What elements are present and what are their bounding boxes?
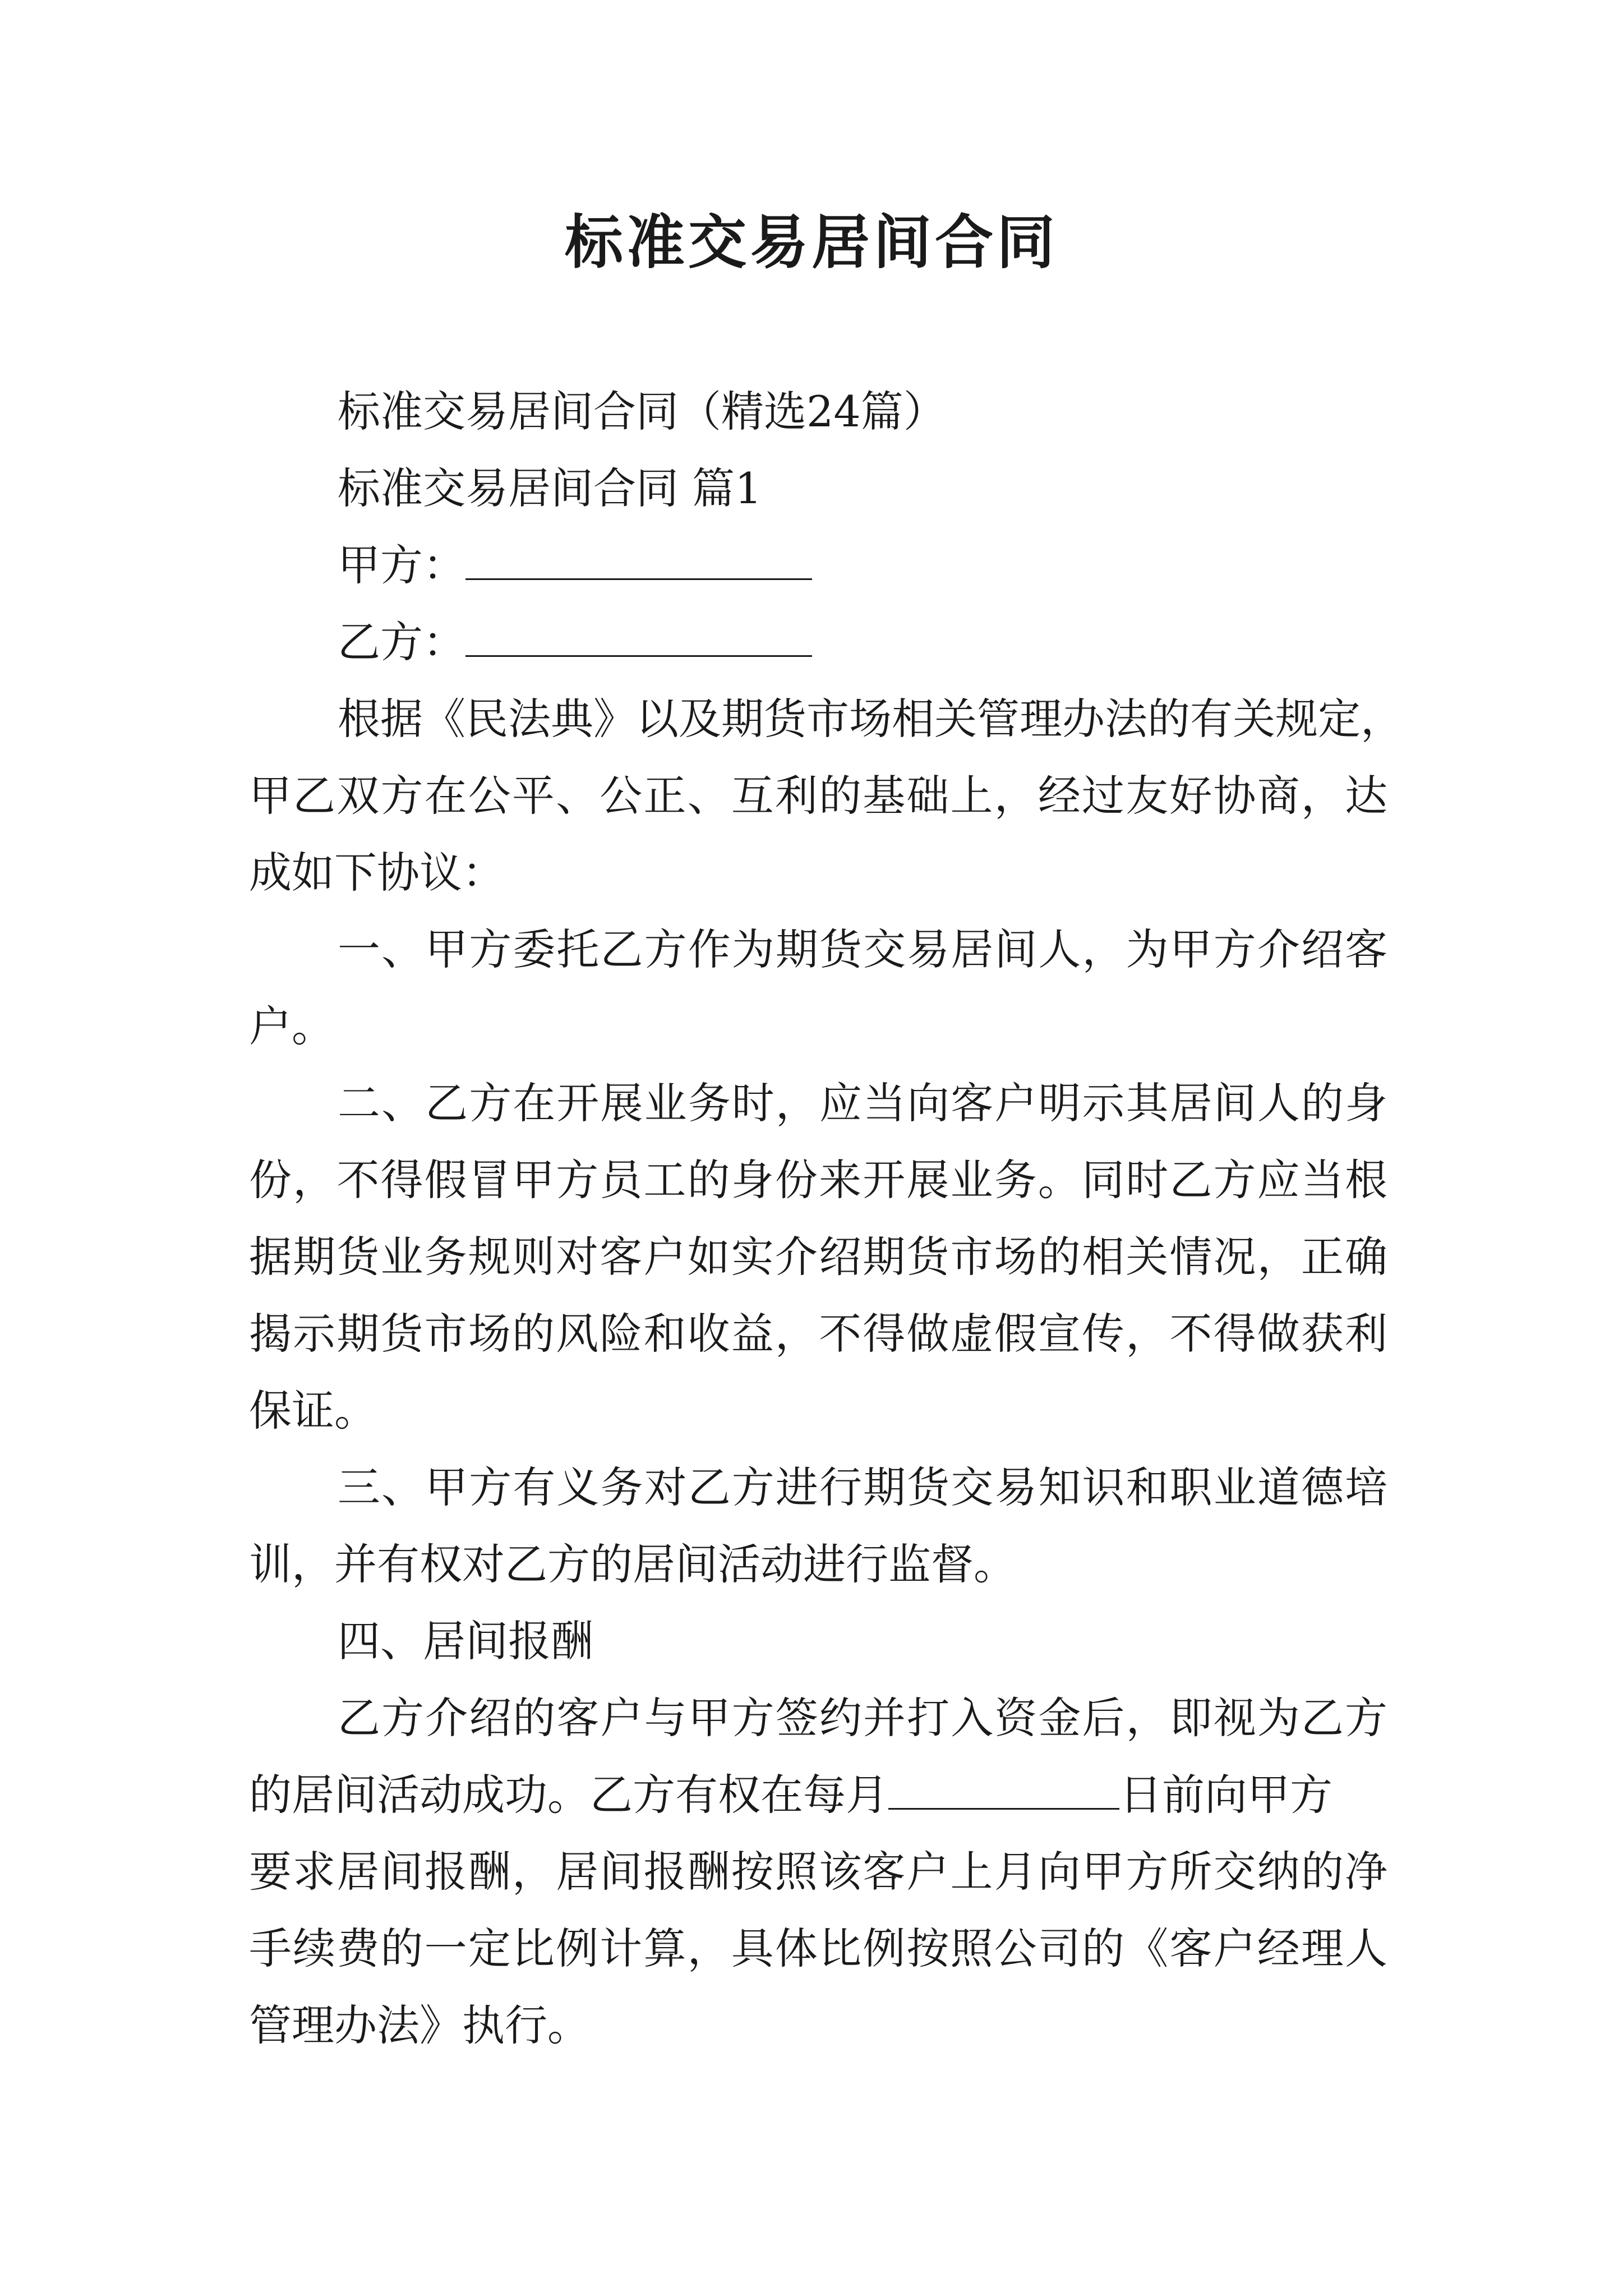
- section-heading: 标准交易居间合同 篇1: [338, 463, 762, 513]
- party-b-line: [249, 604, 1387, 680]
- paragraph-line: 根据《民法典》以及期货市场相关管理办法的有关规定，: [338, 694, 1403, 744]
- party-a-label: 甲方：: [338, 540, 465, 590]
- paragraph-line: 甲乙双方在公平、公正、互利的基础上，经过友好协商，达: [249, 771, 1387, 821]
- paragraph-line: 保证。: [249, 1386, 377, 1435]
- paragraph-line: 要求居间报酬，居间报酬按照该客户上月向甲方所交纳的净: [249, 1847, 1387, 1897]
- paragraph-line: 训，并有权对乙方的居间活动进行监督。: [249, 1539, 1016, 1589]
- paragraph-line: 据期货业务规则对客户如实介绍期货市场的相关情况，正确: [249, 1232, 1387, 1282]
- payment-day-text-before: 的居间活动成功。乙方有权在每月: [249, 1770, 888, 1820]
- document-title: 标准交易居间合同: [564, 208, 1058, 277]
- document-body: [249, 373, 1403, 2064]
- paragraph-line: 份，不得假冒甲方员工的身份来开展业务。同时乙方应当根: [249, 1155, 1387, 1205]
- paragraph-line: 一、甲方委托乙方作为期货交易居间人，为甲方介绍客: [338, 924, 1387, 974]
- paragraph-line: 成如下协议：: [249, 848, 505, 898]
- paragraph-line: 手续费的一定比例计算，具体比例按照公司的《客户经理人: [249, 1924, 1387, 1973]
- party-a-blank: [465, 578, 812, 580]
- party-a-line: [249, 527, 1387, 604]
- payment-day-line: [249, 1756, 1387, 1833]
- paragraph-line: 乙方介绍的客户与甲方签约并打入资金后，即视为乙方: [338, 1693, 1387, 1743]
- paragraph-line: 揭示期货市场的风险和收益，不得做虚假宣传，不得做获利: [249, 1309, 1387, 1359]
- paragraph-line: 二、乙方在开展业务时，应当向客户明示其居间人的身: [338, 1078, 1387, 1128]
- party-b-blank: [465, 655, 812, 657]
- clause-4-heading: 四、居间报酬: [338, 1616, 593, 1666]
- payment-day-blank: [888, 1807, 1119, 1810]
- subtitle: 标准交易居间合同（精选24篇）: [338, 386, 946, 436]
- paragraph-line: 户。: [249, 1001, 334, 1051]
- party-b-label: 乙方：: [338, 617, 465, 667]
- payment-day-text-after: 日前向甲方: [1119, 1770, 1332, 1820]
- paragraph-line: 管理办法》执行。: [249, 2000, 590, 2050]
- paragraph-line: 三、甲方有义务对乙方进行期货交易知识和职业道德培: [338, 1462, 1387, 1512]
